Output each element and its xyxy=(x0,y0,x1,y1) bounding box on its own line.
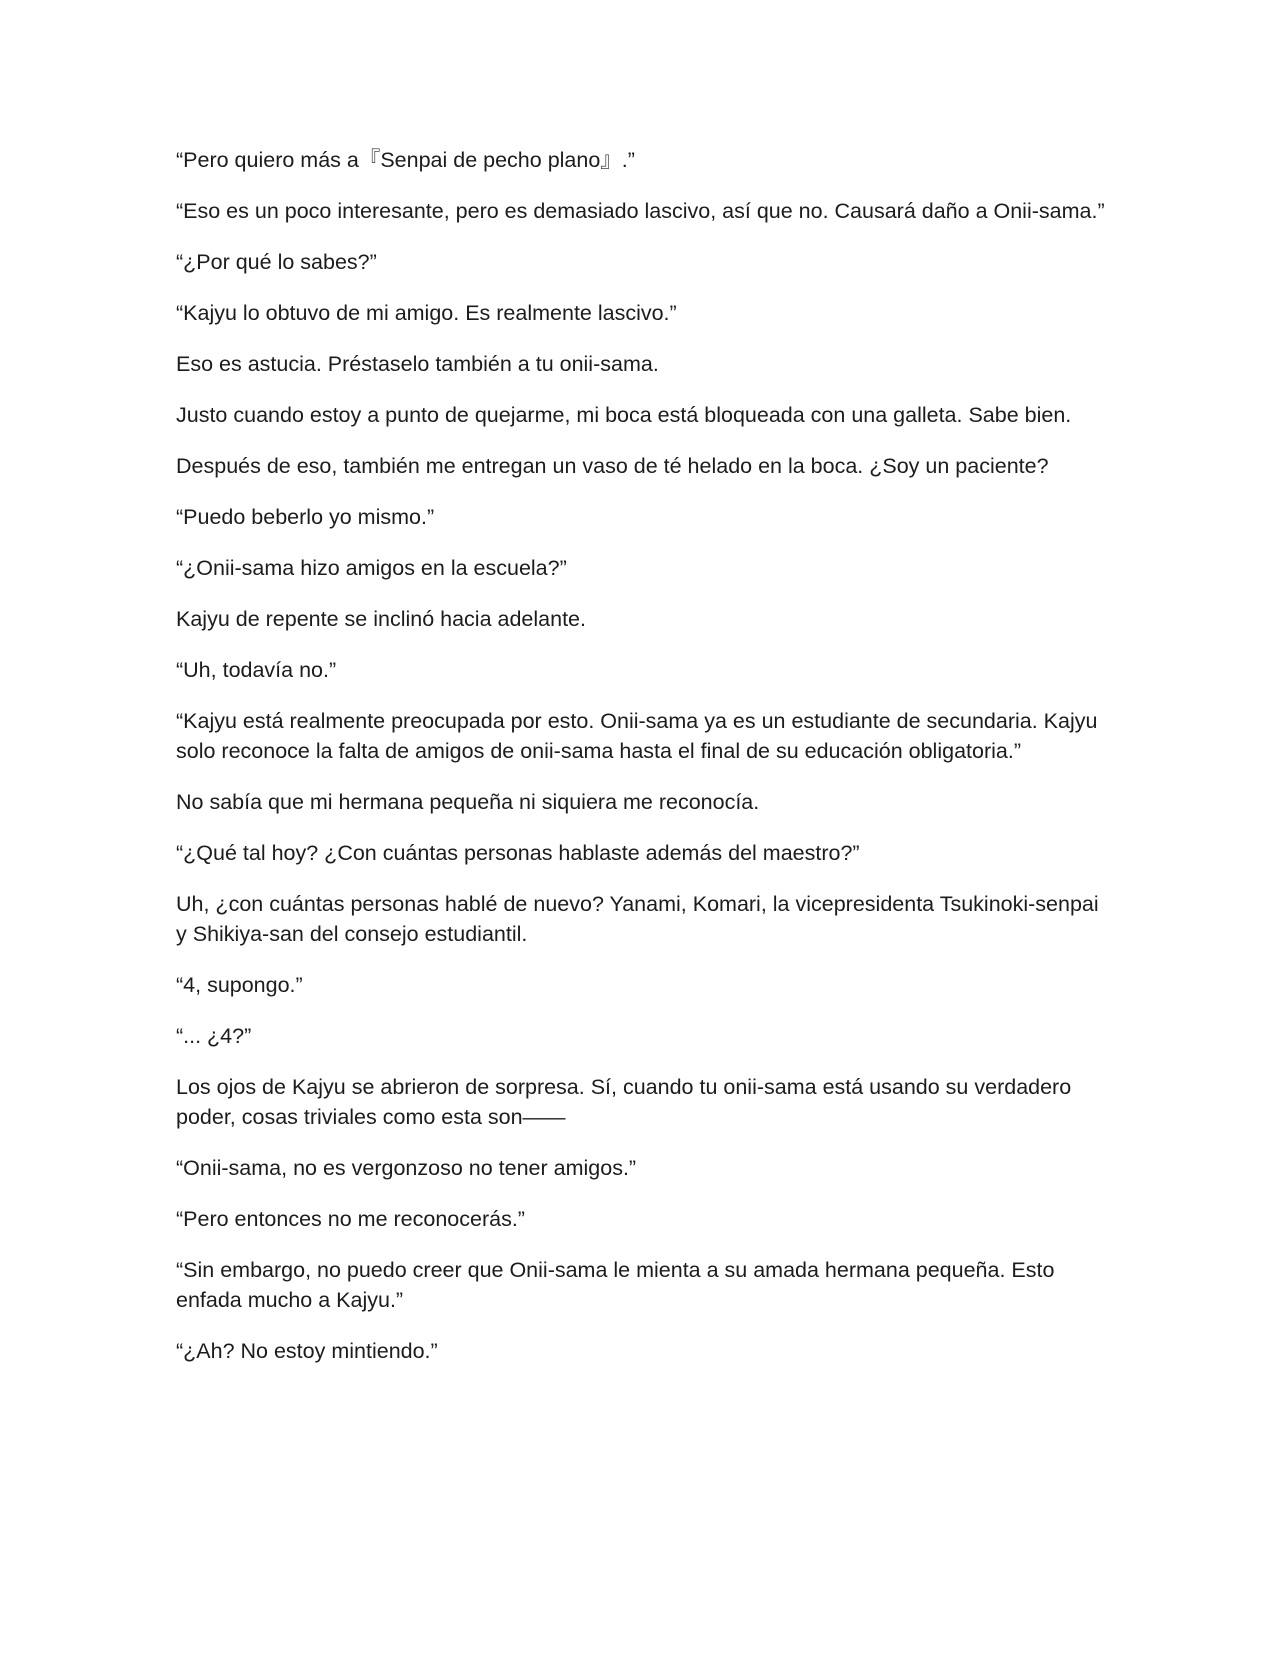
paragraph: “4, supongo.” xyxy=(176,973,303,997)
paragraph: “... ¿4?” xyxy=(176,1024,252,1048)
paragraph: “¿Qué tal hoy? ¿Con cuántas personas hablaste además del maestro?” xyxy=(176,841,860,865)
paragraph: Uh, ¿con cuántas personas hablé de nuevo? Yanami, Komari, la vicepresidenta Tsukinoki-senpai y Shikiya-san del consejo estudiantil. xyxy=(176,892,1099,946)
paragraph: Después de eso, también me entregan un vaso de té helado en la boca. ¿Soy un paciente? xyxy=(176,454,1049,478)
paragraph: “¿Por qué lo sabes?” xyxy=(176,250,377,274)
paragraph: Kajyu de repente se inclinó hacia adelante. xyxy=(176,607,586,631)
paragraph: “Puedo beberlo yo mismo.” xyxy=(176,505,435,529)
paragraph: “Uh, todavía no.” xyxy=(176,658,337,682)
paragraph: “Kajyu lo obtuvo de mi amigo. Es realmente lascivo.” xyxy=(176,301,677,325)
body-text xyxy=(176,145,1106,1387)
paragraph: “Kajyu está realmente preocupada por esto. Onii-sama ya es un estudiante de secundaria. Kajyu solo reconoce la falta de amigos de onii-sama hasta el final de su educación obligatoria.” xyxy=(176,709,1098,763)
paragraph: “Pero quiero más a『Senpai de pecho plano』.” xyxy=(176,148,635,172)
paragraph: “Sin embargo, no puedo creer que Onii-sama le mienta a su amada hermana pequeña. Esto enfada mucho a Kajyu.” xyxy=(176,1258,1055,1312)
paragraph: No sabía que mi hermana pequeña ni siquiera me reconocía. xyxy=(176,790,760,814)
paragraph: Eso es astucia. Préstaselo también a tu onii-sama. xyxy=(176,352,659,376)
paragraph: Justo cuando estoy a punto de quejarme, mi boca está bloqueada con una galleta. Sabe bien. xyxy=(176,403,1072,427)
paragraph: Los ojos de Kajyu se abrieron de sorpresa. Sí, cuando tu onii-sama está usando su verdadero poder, cosas triviales como esta son—— xyxy=(176,1075,1072,1129)
paragraph: “¿Onii-sama hizo amigos en la escuela?” xyxy=(176,556,567,580)
paragraph: “Eso es un poco interesante, pero es demasiado lascivo, así que no. Causará daño a Onii-sama.” xyxy=(176,199,1105,223)
paragraph: “Onii-sama, no es vergonzoso no tener amigos.” xyxy=(176,1156,637,1180)
paragraph: “¿Ah? No estoy mintiendo.” xyxy=(176,1339,438,1363)
paragraph: “Pero entonces no me reconocerás.” xyxy=(176,1207,525,1231)
